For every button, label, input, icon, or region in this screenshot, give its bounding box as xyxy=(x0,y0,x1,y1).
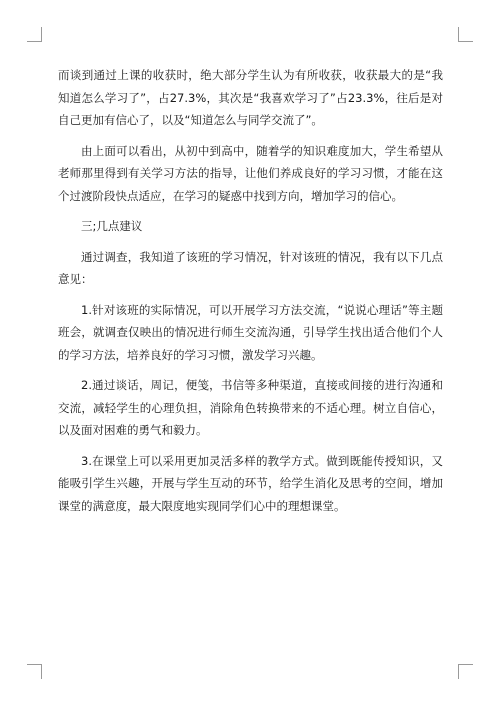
corner-mark-top-left xyxy=(27,27,42,42)
section-heading: 三;几点建议 xyxy=(81,219,143,233)
paragraph-intro-continued: 而谈到通过上课的收获时，绝大部分学生认为有所收获，收获最大的是“我知道怎么学习了”，占27.3%，其次是“我喜欢学习了”占23.3%，往后是对自己更加有信心了，以及“知道怎么与同学交流了”。 xyxy=(58,68,443,127)
paragraph-suggestions-intro: 通过调查，我知道了该班的学习情况，针对该班的情况，我有以下几点意见： xyxy=(58,249,443,286)
corner-mark-bottom-right xyxy=(458,664,473,679)
paragraph-suggestion-1: 1.针对该班的实际情况，可以开展学习方法交流，“说说心理话”等主题班会，就调查仅映出的情况进行师生交流沟通，引导学生找出适合他们个人的学习方法，培养良好的学习习惯，激发学习兴趣。 xyxy=(58,302,443,362)
paragraph-suggestion-2: 2.通过谈话，周记，便笺，书信等多种渠道，直接或间接的进行沟通和交流，减轻学生的心理负担，消除角色转换带来的不适心理。树立自信心，以及面对困难的勇气和毅力。 xyxy=(58,378,443,437)
document-body xyxy=(58,64,443,525)
paragraph-suggestion-3: 3.在课堂上可以采用更加灵活多样的教学方式。做到既能传授知识，又能吸引学生兴趣，开展与学生互动的环节，给学生消化及思考的空间，增加课堂的满意度，最大限度地实现同学们心中的理想课堂。 xyxy=(58,453,443,513)
corner-mark-top-right xyxy=(458,27,473,42)
paragraph-analysis: 由上面可以看出，从初中到高中，随着学的知识难度加大，学生希望从老师那里得到有关学习方法的指导，让他们养成良好的学习习惯，才能在这个过渡阶段快点适应，在学习的疑惑中找到方向，增加学习的信心。 xyxy=(58,143,443,203)
corner-mark-bottom-left xyxy=(27,664,42,679)
